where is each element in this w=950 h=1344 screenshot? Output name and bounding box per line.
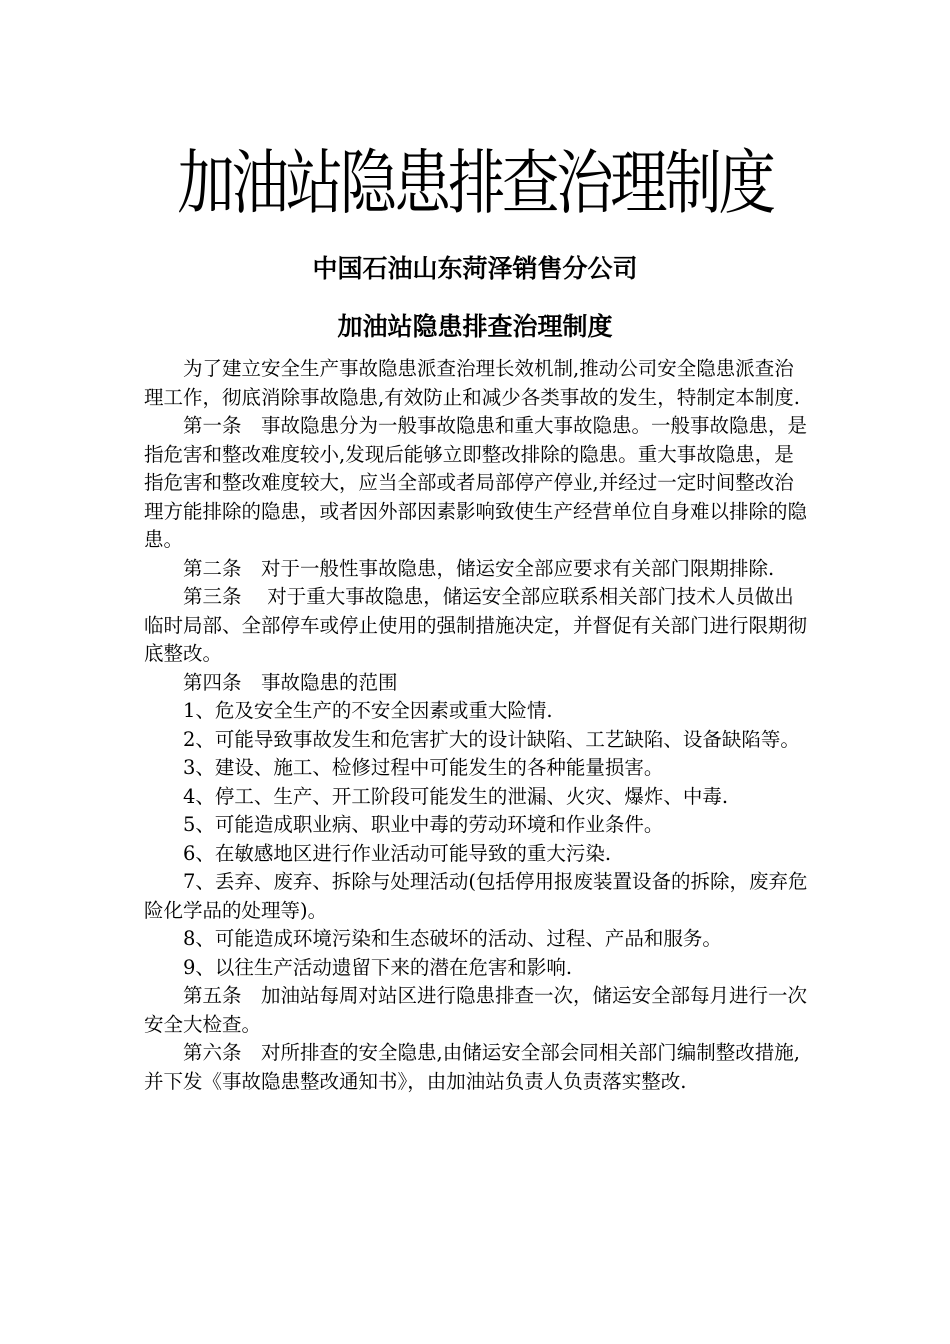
scope-item-1: 1、危及安全生产的不安全因素或重大险情. [183, 699, 553, 722]
intro-paragraph: 为了建立安全生产事故隐患派查治理长效机制,推动公司安全隐患派查治理工作，彻底消除事故隐患,有效防止和减少各类事故的发生，特制定本制度. [144, 357, 800, 409]
scope-item-7: 7、丢弃、废弃、拆除与处理活动(包括停用报废装置设备的拆除，废弃危险化学品的处理等)。 [144, 870, 808, 922]
article-1: 第一条 事故隐患分为一般事故隐患和重大事故隐患。一般事故隐患，是指危害和整改难度较小,发现后能够立即整改排除的隐患。重大事故隐患，是指危害和整改难度较大，应当全部或者局部停产停业,并经过一定时间整改治理方能排除的隐患，或者因外部因素影响致使生产经营单位自身难以排除的隐患。 [144, 414, 808, 551]
scope-item-4: 4、停工、生产、开工阶段可能发生的泄漏、火灾、爆炸、中毒. [183, 784, 729, 808]
scope-item-3: 3、建设、施工、检修过程中可能发生的各种能量损害。 [183, 756, 664, 779]
scope-item-5: 5、可能造成职业病、职业中毒的劳动环境和作业条件。 [183, 813, 664, 836]
article-2: 第二条 对于一般性事故隐患，储运安全部应要求有关部门限期排除. [183, 556, 775, 580]
article-5: 第五条 加油站每周对站区进行隐患排查一次，储运安全部每月进行一次安全大检查。 [144, 984, 808, 1036]
scope-item-8: 8、可能造成环境污染和生态破坏的活动、过程、产品和服务。 [183, 927, 722, 950]
document-body [144, 355, 810, 1096]
document-title: 加油站隐患排查治理制度 [337, 312, 613, 341]
article-6: 第六条 对所排查的安全隐患,由储运安全部会同相关部门编制整改措施,并下发《事故隐患整改通知书》，由加油站负责人负责落实整改. [144, 1041, 800, 1093]
company-name: 中国石油山东菏泽销售分公司 [312, 254, 638, 283]
scope-item-9: 9、以往生产活动遗留下来的潜在危害和影响. [183, 955, 573, 979]
main-title: 加油站隐患排查治理制度 [177, 142, 773, 224]
article-3: 第三条 对于重大事故隐患，储运安全部应联系相关部门技术人员做出临时局部、全部停车或停止使用的强制措施决定，并督促有关部门进行限期彻底整改。 [144, 585, 808, 665]
article-4-heading: 第四条 事故隐患的范围 [183, 670, 398, 694]
scope-item-6: 6、在敏感地区进行作业活动可能导致的重大污染. [183, 841, 612, 865]
scope-item-2: 2、可能导致事故发生和危害扩大的设计缺陷、工艺缺陷、设备缺陷等。 [183, 727, 800, 751]
